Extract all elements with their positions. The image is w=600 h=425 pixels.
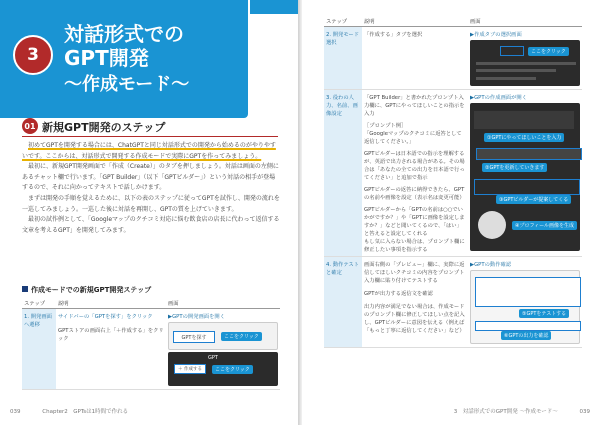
prompt-input[interactable] <box>476 148 582 160</box>
chapter-subtitle: ～作成モード～ <box>64 74 190 95</box>
shot-title: GPT <box>208 355 218 361</box>
step-balloon: ⑥GPTの出力を確認 <box>501 331 551 340</box>
paragraph: 最初の試作例として、「Googleマップのクチコミ対応に悩む飲食店の店長に代わって返信する文章を考えるGPT」を開発してみます。 <box>22 216 280 234</box>
step-balloon: ①GPTにやってほしいことを入力 <box>484 133 564 142</box>
caption-square-icon <box>22 286 28 292</box>
create-button[interactable]: ＋ 作成する <box>174 364 206 374</box>
step-balloon: ⑤GPTをテストする <box>519 309 569 318</box>
create-tab[interactable] <box>500 46 524 56</box>
col-header: 説明 <box>56 298 166 309</box>
section-title: 新規GPT開発のステップ <box>42 121 166 134</box>
col-header: ステップ <box>22 298 56 309</box>
paragraph: 初めてGPTを開発する場合には、ChatGPTと同じ対話形式での開発から始めるのがやりやすいです。ここからは、対話形式で開発する作成モードで実際にGPTを作ってみましょう。 <box>22 142 276 160</box>
chapter-title-line2: GPT開発 <box>64 46 149 70</box>
desc-cell: サイドバーの「GPTを探す」をクリック GPTストアの画面右上「＋作成する」をクリック <box>56 309 166 390</box>
profile-image <box>478 211 506 239</box>
screen-cell <box>166 309 280 390</box>
paragraph: 最初に、新規GPT開発画面で「作成（Create）」のタブを押しましょう。対話は画面の左側にあるチャット欄で行います。「GPT Builder」（以下「GPTビルダー」）という対話の相手が登場するので、それに向かってテキストで話しかけます。 <box>22 163 279 192</box>
footer-right <box>454 407 590 415</box>
right-page <box>302 0 600 425</box>
page-number: 039 <box>10 409 21 415</box>
click-balloon: ここをクリック <box>528 47 569 56</box>
footer-left <box>10 407 128 415</box>
step-balloon: ②GPTを更新していきます <box>482 163 547 172</box>
col-header: 画面 <box>468 16 582 27</box>
step-balloon: ③GPTビルダーが提案してくる <box>496 195 571 204</box>
corner-tab <box>250 0 298 14</box>
section-heading <box>22 118 278 137</box>
paragraph: まずは開発の手順を覚えるために、以下の表のステップに従ってGPTを試作し、開発の流れを一巡してみましょう。一巡した後に対話を再開し、GPTの質を上げていきます。 <box>22 194 280 213</box>
screenshot-builder <box>470 103 580 251</box>
step-cell: 1. 開発画面へ遷移 <box>22 309 56 390</box>
chapter-number-badge: 3 <box>13 35 53 75</box>
body-text <box>22 141 280 236</box>
table-row <box>324 90 582 257</box>
steps-table-left <box>22 298 280 390</box>
screenshot-create-tab <box>470 40 580 86</box>
running-footer: 3 対話形式でのGPT開発 ～作成モード～ <box>453 409 558 415</box>
preview-output <box>475 277 581 307</box>
step-cell: 2. 開発モード選択 <box>324 27 362 90</box>
table-row <box>324 257 582 348</box>
col-header: 説明 <box>362 16 468 27</box>
preview-input[interactable] <box>475 321 581 331</box>
left-page <box>0 0 298 425</box>
table-row <box>324 27 582 90</box>
page-number: 039 <box>579 409 590 415</box>
screenshot-store <box>168 352 278 386</box>
running-footer: Chapter2 GPTsは1時間で作れる <box>42 409 129 415</box>
desc-cell: 画面右側の「プレビュー」欄に、実際に返信してほしいクチコミの内容をプロンプト入力欄に貼り付けてテストする GPTが出力する返信文を確認 出力内容が満足でない場合は、作成モードのプロンプト欄に修正してほしい点を記入し、GPTビルダーに意図を伝える（例えば「もっと丁寧に返信してください」など） <box>362 257 468 348</box>
table-caption: 作成モードでの新規GPT開発ステップ <box>22 285 151 295</box>
screenshot-sidebar <box>168 322 278 350</box>
screenshot-preview <box>470 270 580 344</box>
col-header: ステップ <box>324 16 362 27</box>
section-number: 01 <box>22 118 38 134</box>
steps-table-right <box>324 16 582 348</box>
screen-cell: ▶GPTの作成画面が開く ①GPTにやってほしいことを入力 ②GPTを更新していきます ③GPTビルダーが提案してくる ④プロフィール画像を生成 <box>468 90 582 257</box>
desc-cell: 「GPT Builder」と書かれたプロンプト入力欄に、GPTにやってほしいことの指示を入力 ［プロンプト例］ 「Googleマップのクチコミに返答として返信してください。」 GPTビルダーは日本語での指示を理解するが、英語で出力される場合がある。その場合は「あなたの全ての出力を日本語で行ってください」と追加で指示 GPTビルダーの返答に納得できたら、GPTの名前や画像を設定（表示名は変更可能） GPTビルダーから「GPTの名前は○○でいかがですか？」や「GPTに画像を設定しますか？」などと聞いてくるので、「はい」と答えると設定してくれる もし気に入らない場合は、プロンプト欄に修正したい事項を指示する <box>362 90 468 257</box>
chapter-header <box>0 0 248 118</box>
click-balloon: ここをクリック <box>221 332 262 341</box>
col-header: 画面 <box>166 298 280 309</box>
step-balloon: ④プロフィール画像を生成 <box>512 221 577 230</box>
click-balloon: ここをクリック <box>212 365 253 374</box>
table-row <box>22 309 280 390</box>
chapter-title-line1: 対話形式での <box>64 22 184 46</box>
chapter-title <box>64 22 184 70</box>
step-cell: 3. 役わの人力、名前、画像設定 <box>324 90 362 257</box>
gpt-explore-button[interactable]: GPTを探す <box>173 331 215 343</box>
screen-caption: ▶GPTの開発画面を開く <box>168 314 225 320</box>
screen-cell: ▶GPTの動作確認 ⑤GPTをテストする ⑥GPTの出力を確認 <box>468 257 582 348</box>
step-cell: 4. 動作テストと確定 <box>324 257 362 348</box>
screen-cell: ▶作成タブの選択画面 ここをクリック <box>468 27 582 90</box>
desc-cell: 「作成する」タブを選択 <box>362 27 468 90</box>
